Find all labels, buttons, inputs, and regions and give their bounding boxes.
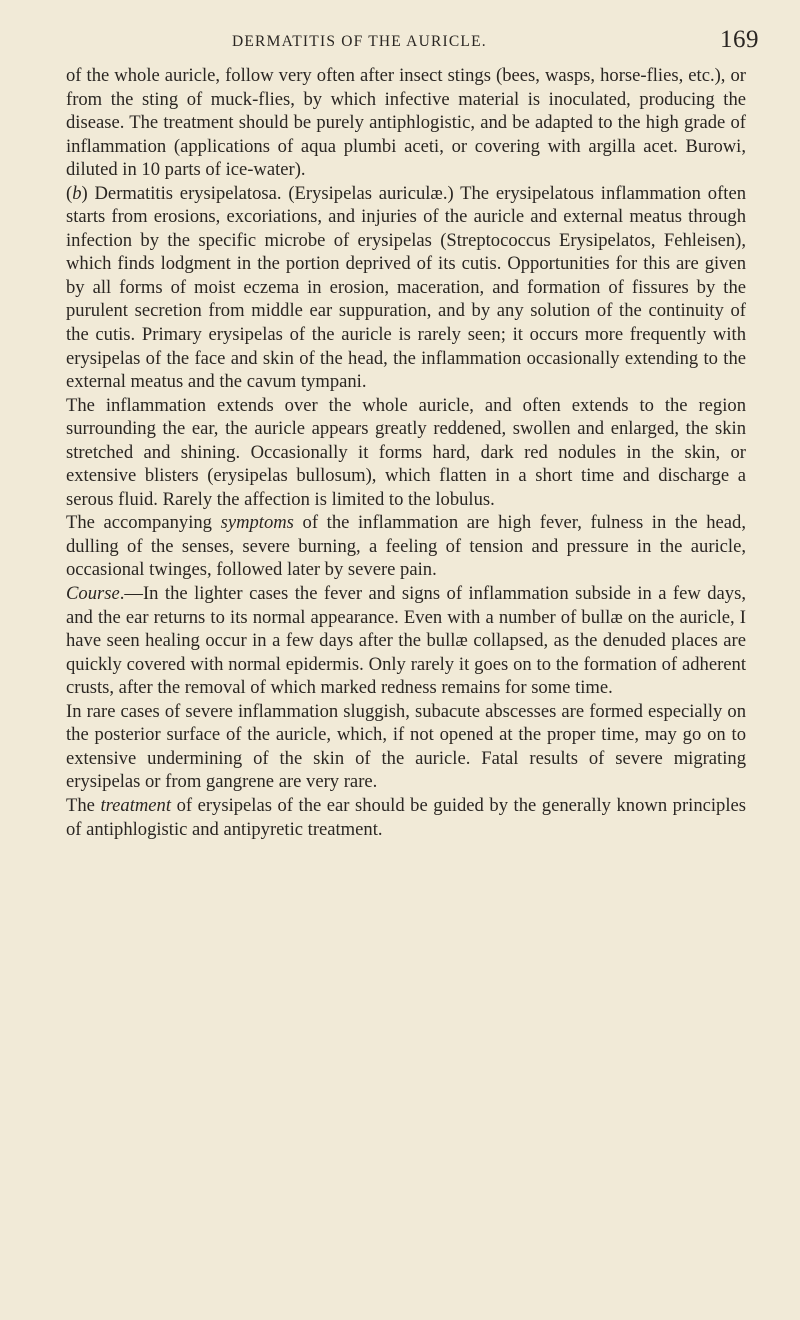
paragraph-treatment (66, 794, 746, 841)
italic-text-run: treatment (100, 794, 172, 816)
paragraph-course (66, 582, 746, 700)
text-run: ( (66, 182, 73, 204)
paragraph-symptoms (66, 511, 746, 582)
text-run: In rare cases of severe inflammation sluggish, subacute abscesses are formed especially on the posterior surface of the auricle, which, if not opened at the proper time, may go on to extensive undermining of the skin of the auricle. Fatal results of severe migrating erysipelas or from gangrene are very rare. (66, 700, 746, 793)
text-run: .—In the lighter cases the fever and signs of inflammation subside in a few days, and the ear returns to its normal appearance. Even with a number of bullæ on the auricle, I have seen healing occur in a few days after the bullæ collapsed, as the denuded places are quickly covered with normal epidermis. Only rarely it goes on to the formation of adherent crusts, after the removal of which marked redness remains for some time. (66, 583, 746, 699)
body-text (66, 64, 746, 841)
text-run: The inflammation extends over the whole auricle, and often extends to the region surrounding the ear, the auricle appears greatly reddened, swollen and enlarged, the skin stretched and shining. Occasionally it forms hard, dark red nodules in the skin, or extensive blisters (erysipelas bullosum), which flatten in a short time and discharge a serous fluid. Rarely the affection is limited to the lobulus. (66, 394, 746, 510)
text-run: ) Dermatitis erysipelatosa. (Erysipelas auriculæ.) The erysipelatous inflammation often starts from erosions, excoriations, and injuries of the auricle and external meatus through infection by the specific microbe of erysipelas (Streptococcus Erysipelatos, Fehleisen), which finds lodgment in the portion deprived of its cutis. Opportunities for this are given by all forms of moist eczema in erosion, maceration, and formation of fissures by the purulent secretion from middle ear suppuration, and by any solution of the continuity of the cutis. Primary erysipelas of the auricle is rarely seen; it occurs more frequently with erysipelas of the face and skin of the head, the inflammation occasionally extending to the external meatus and the cavum tympani. (66, 182, 746, 393)
paragraph-insect-stings (66, 64, 746, 182)
text-run: The (66, 794, 101, 816)
paragraph-inflammation-extent (66, 394, 746, 512)
running-title: DERMATITIS OF THE AURICLE. (232, 33, 487, 50)
page-number: 169 (720, 26, 759, 53)
italic-text-run: symptoms (220, 512, 294, 534)
text-run: of the inflammation are high fever, fulness in the head, dulling of the senses, severe burning, a feeling of tension and pressure in the auricle, occasional twinges, followed later by severe pain. (66, 512, 746, 581)
text-run: of erysipelas of the ear should be guided by the generally known principles of antiphlogistic and antipyretic treatment. (66, 794, 746, 840)
italic-text-run: Course (66, 583, 120, 605)
italic-text-run: b (72, 182, 82, 204)
paragraph-abscesses (66, 700, 746, 794)
running-head (0, 26, 800, 55)
text-run: The accompanying (66, 512, 221, 534)
text-run: of the whole auricle, follow very often after insect stings (bees, wasps, horse-flies, etc.), or from the sting of muck-flies, by which infective material is inoculated, producing the disease. The treatment should be purely antiphlogistic, and be adapted to the high grade of inflammation (applications of aqua plumbi aceti, or covering with argilla acet. Burowi, diluted in 10 parts of ice-water). (66, 65, 746, 181)
paragraph-dermatitis-erysipelatosa (66, 182, 746, 394)
